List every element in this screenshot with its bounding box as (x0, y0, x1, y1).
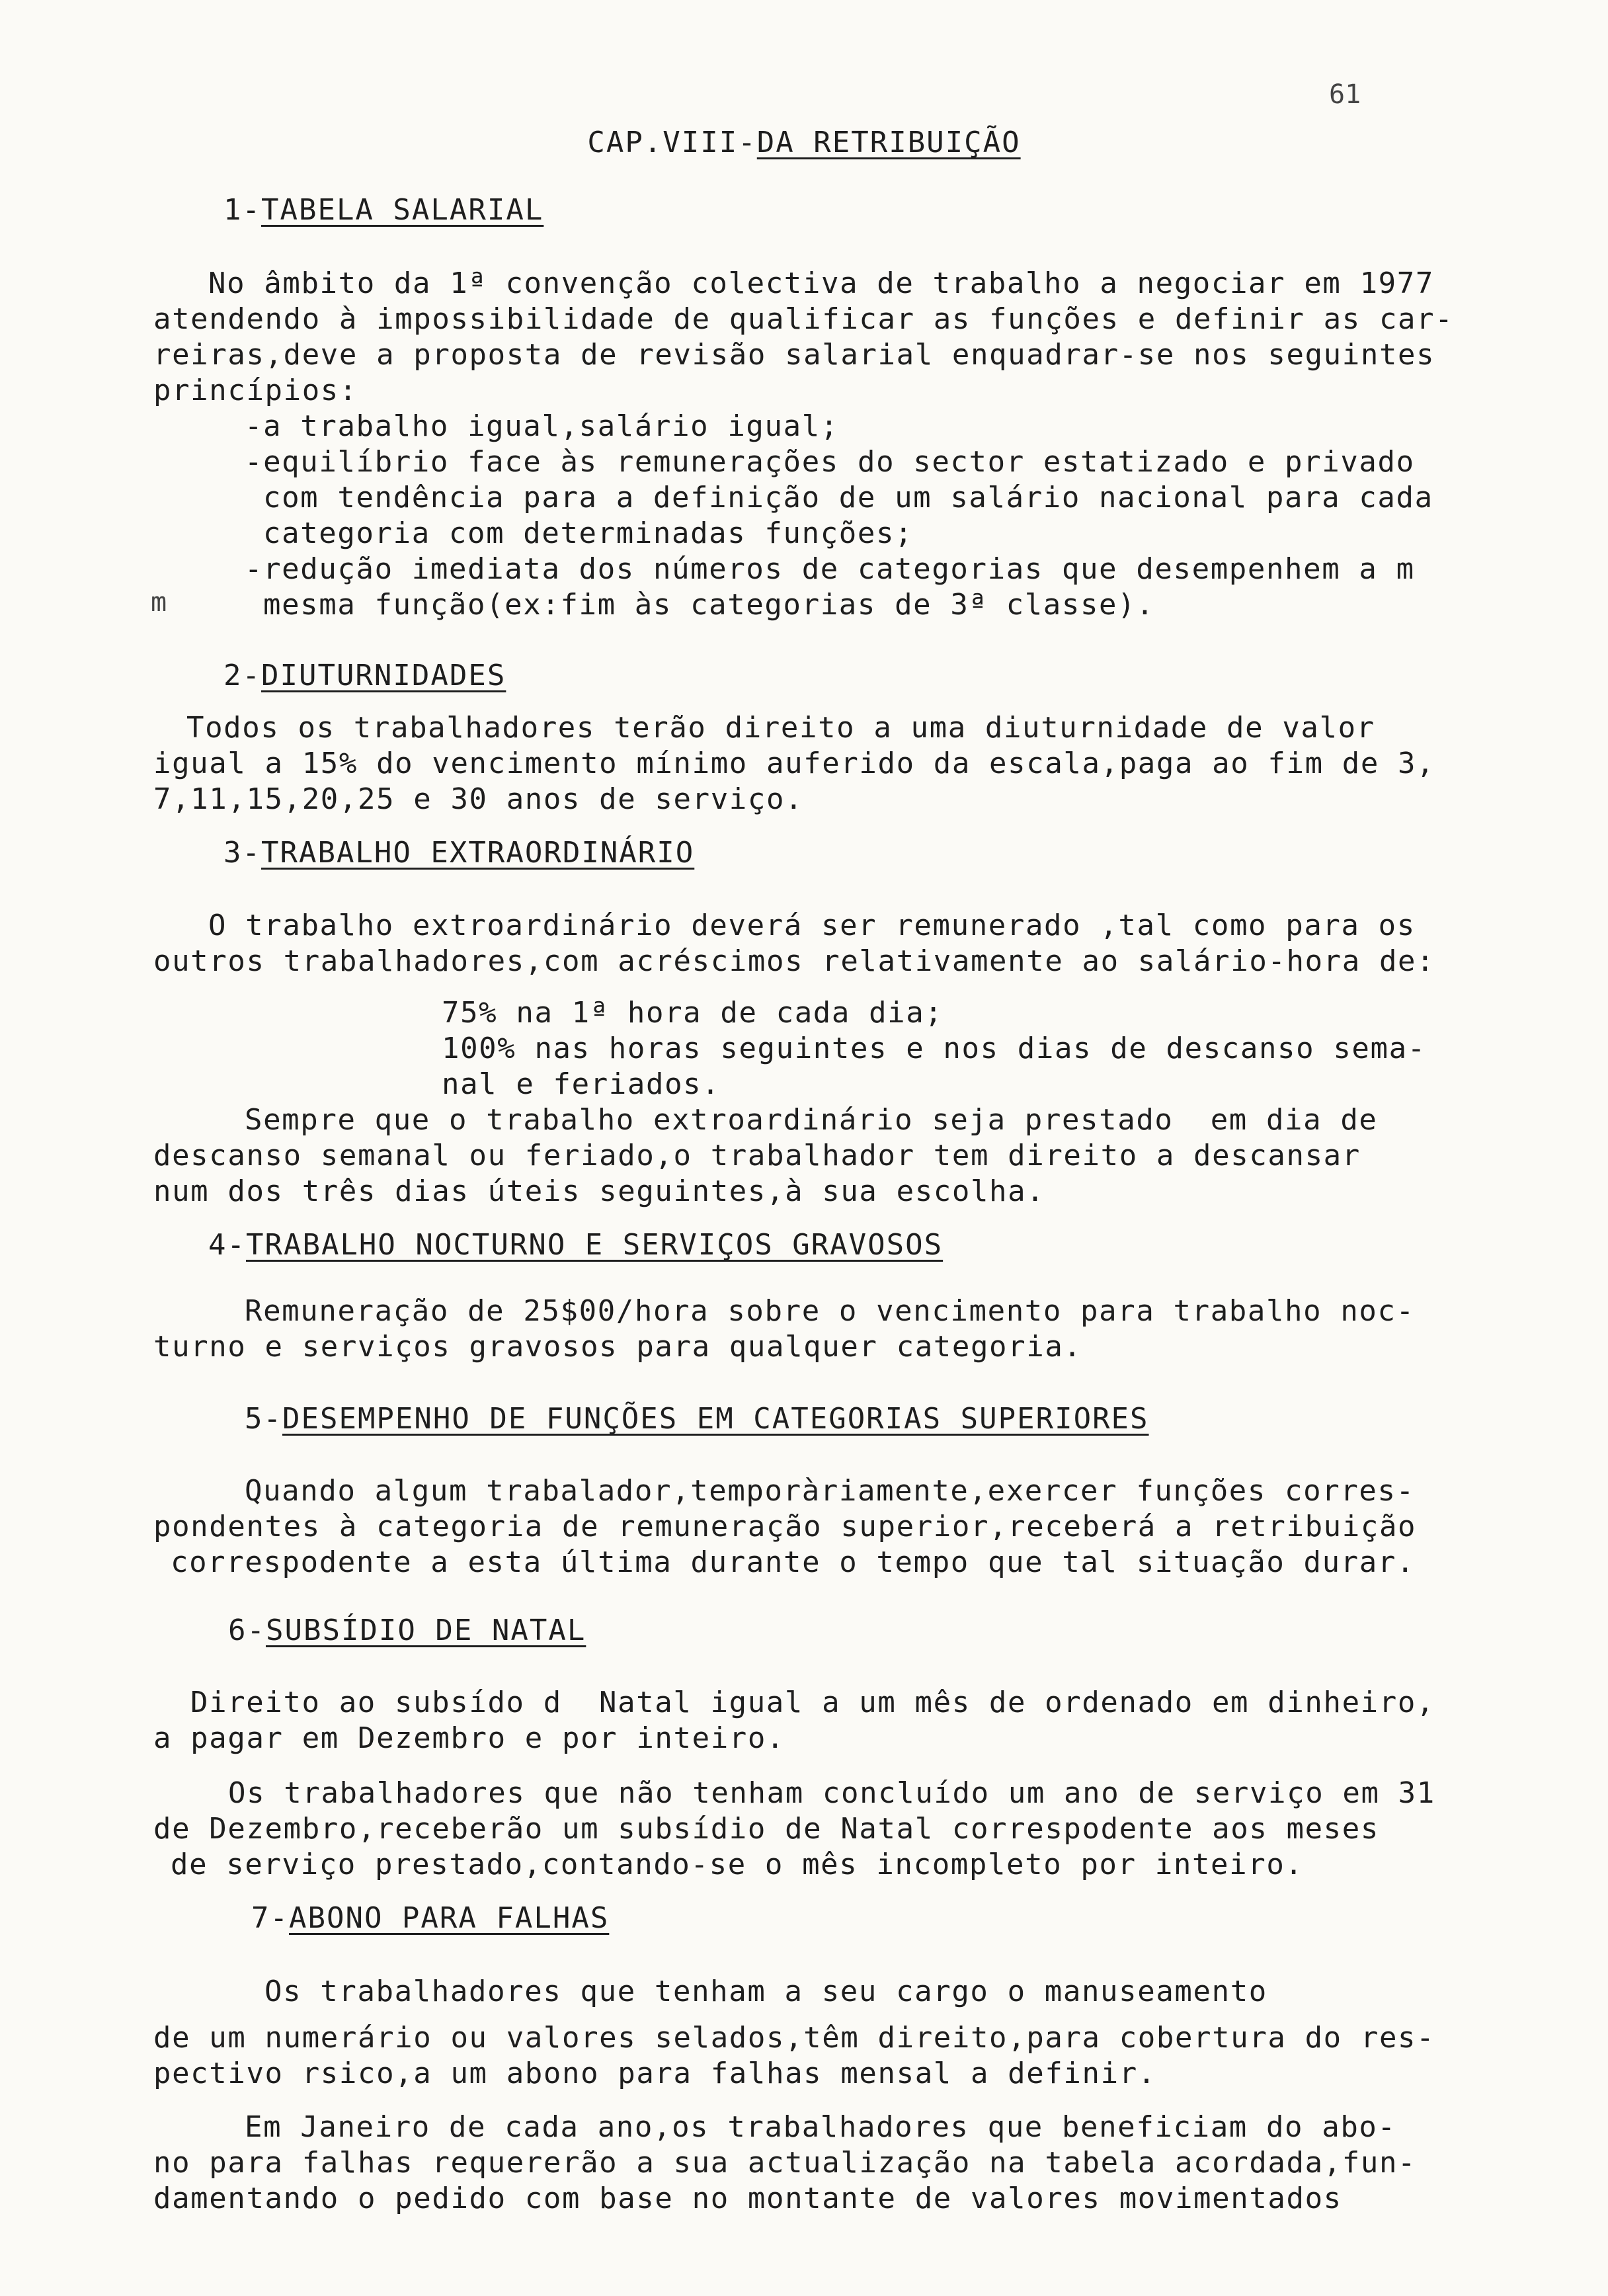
list-item-continuation: categoria com determinadas funções; (263, 516, 914, 550)
rate-line: nal e feriados. (442, 1067, 721, 1101)
paragraph-line: de serviço prestado,contando-se o mês incompleto por inteiro. (171, 1848, 1304, 1881)
margin-mark: m (151, 587, 167, 618)
paragraph-line: correspodente a esta última durante o tempo que tal situação durar. (171, 1545, 1416, 1579)
list-item: -a trabalho igual,salário igual; (245, 409, 839, 443)
section-heading-6: 6-SUBSÍDIO DE NATAL (228, 1614, 586, 1647)
paragraph-line: outros trabalhadores,com acréscimos relativamente ao salário-hora de: (153, 944, 1435, 978)
chapter-title (0, 126, 1608, 159)
section-heading-5: 5-DESEMPENHO DE FUNÇÕES EM CATEGORIAS SUPERIORES (245, 1402, 1149, 1436)
list-item: -redução imediata dos números de categorias que desempenhem a m (245, 552, 1415, 586)
paragraph-line: pectivo rsico,a um abono para falhas mensal a definir. (153, 2057, 1156, 2090)
paragraph-line: a pagar em Dezembro e por inteiro. (153, 1721, 785, 1755)
paragraph-line: de um numerário ou valores selados,têm direito,para cobertura do res- (153, 2021, 1435, 2055)
paragraph-line: Os trabalhadores que não tenham concluído um ano de serviço em 31 (228, 1776, 1435, 1810)
page-number-mark: 61 (1329, 79, 1361, 110)
paragraph-line: de Dezembro,receberão um subsídio de Natal correspodente aos meses (153, 1812, 1379, 1846)
paragraph-line: princípios: (153, 374, 358, 407)
list-item: -equilíbrio face às remunerações do sector estatizado e privado (245, 445, 1415, 479)
paragraph-line: no para falhas requererão a sua actualização na tabela acordada,fun- (153, 2146, 1417, 2180)
list-item-continuation: com tendência para a definição de um salário nacional para cada (263, 481, 1433, 514)
rate-line: 75% na 1ª hora de cada dia; (442, 996, 944, 1030)
rate-line: 100% nas horas seguintes e nos dias de descanso sema- (442, 1032, 1426, 1065)
paragraph-line: turno e serviços gravosos para qualquer categoria. (153, 1330, 1082, 1364)
paragraph-line: pondentes à categoria de remuneração superior,receberá a retribuição (153, 1510, 1417, 1543)
paragraph-line: Remuneração de 25$00/hora sobre o vencimento para trabalho noc- (245, 1294, 1415, 1328)
section-heading-7: 7-ABONO PARA FALHAS (251, 1901, 610, 1935)
paragraph-line: Sempre que o trabalho extroardinário seja prestado em dia de (245, 1103, 1378, 1137)
paragraph-line: atendendo à impossibilidade de qualificar as funções e definir as car- (153, 302, 1454, 336)
paragraph-line: Os trabalhadores que tenham a seu cargo o manuseamento (264, 1975, 1267, 2008)
chapter-name: DA RETRIBUIÇÃO (756, 126, 1021, 159)
paragraph-line: damentando o pedido com base no montante de valores movimentados (153, 2182, 1342, 2215)
paragraph-line: 7,11,15,20,25 e 30 anos de serviço. (153, 782, 804, 816)
paragraph-line: num dos três dias úteis seguintes,à sua escolha. (153, 1174, 1045, 1208)
paragraph-line: O trabalho extroardinário deverá ser remunerado ,tal como para os (208, 909, 1416, 942)
section-heading-3: 3-TRABALHO EXTRAORDINÁRIO (223, 836, 695, 870)
paragraph-line: No âmbito da 1ª convenção colectiva de trabalho a negociar em 1977 (208, 266, 1434, 300)
section-heading-4: 4-TRABALHO NOCTURNO E SERVIÇOS GRAVOSOS (208, 1228, 944, 1262)
paragraph-line: descanso semanal ou feriado,o trabalhador tem direito a descansar (153, 1139, 1361, 1172)
section-heading-2: 2-DIUTURNIDADES (223, 659, 506, 692)
list-item-continuation: mesma função(ex:fim às categorias de 3ª classe). (263, 588, 1155, 622)
chapter-prefix: CAP.VIII- (587, 126, 757, 159)
paragraph-line: reiras,deve a proposta de revisão salarial enquadrar-se nos seguintes (153, 338, 1435, 372)
section-heading-1: 1-TABELA SALARIAL (223, 193, 544, 227)
paragraph-line: Quando algum trabalador,temporàriamente,exercer funções corres- (245, 1474, 1415, 1508)
paragraph-line: Em Janeiro de cada ano,os trabalhadores que beneficiam do abo- (245, 2110, 1396, 2144)
paragraph-line: igual a 15% do vencimento mínimo auferido da escala,paga ao fim de 3, (153, 747, 1435, 780)
paragraph-line: Direito ao subsído d Natal igual a um mês de ordenado em dinheiro, (190, 1686, 1435, 1719)
paragraph-line: Todos os trabalhadores terão direito a uma diuturnidade de valor (186, 711, 1375, 745)
